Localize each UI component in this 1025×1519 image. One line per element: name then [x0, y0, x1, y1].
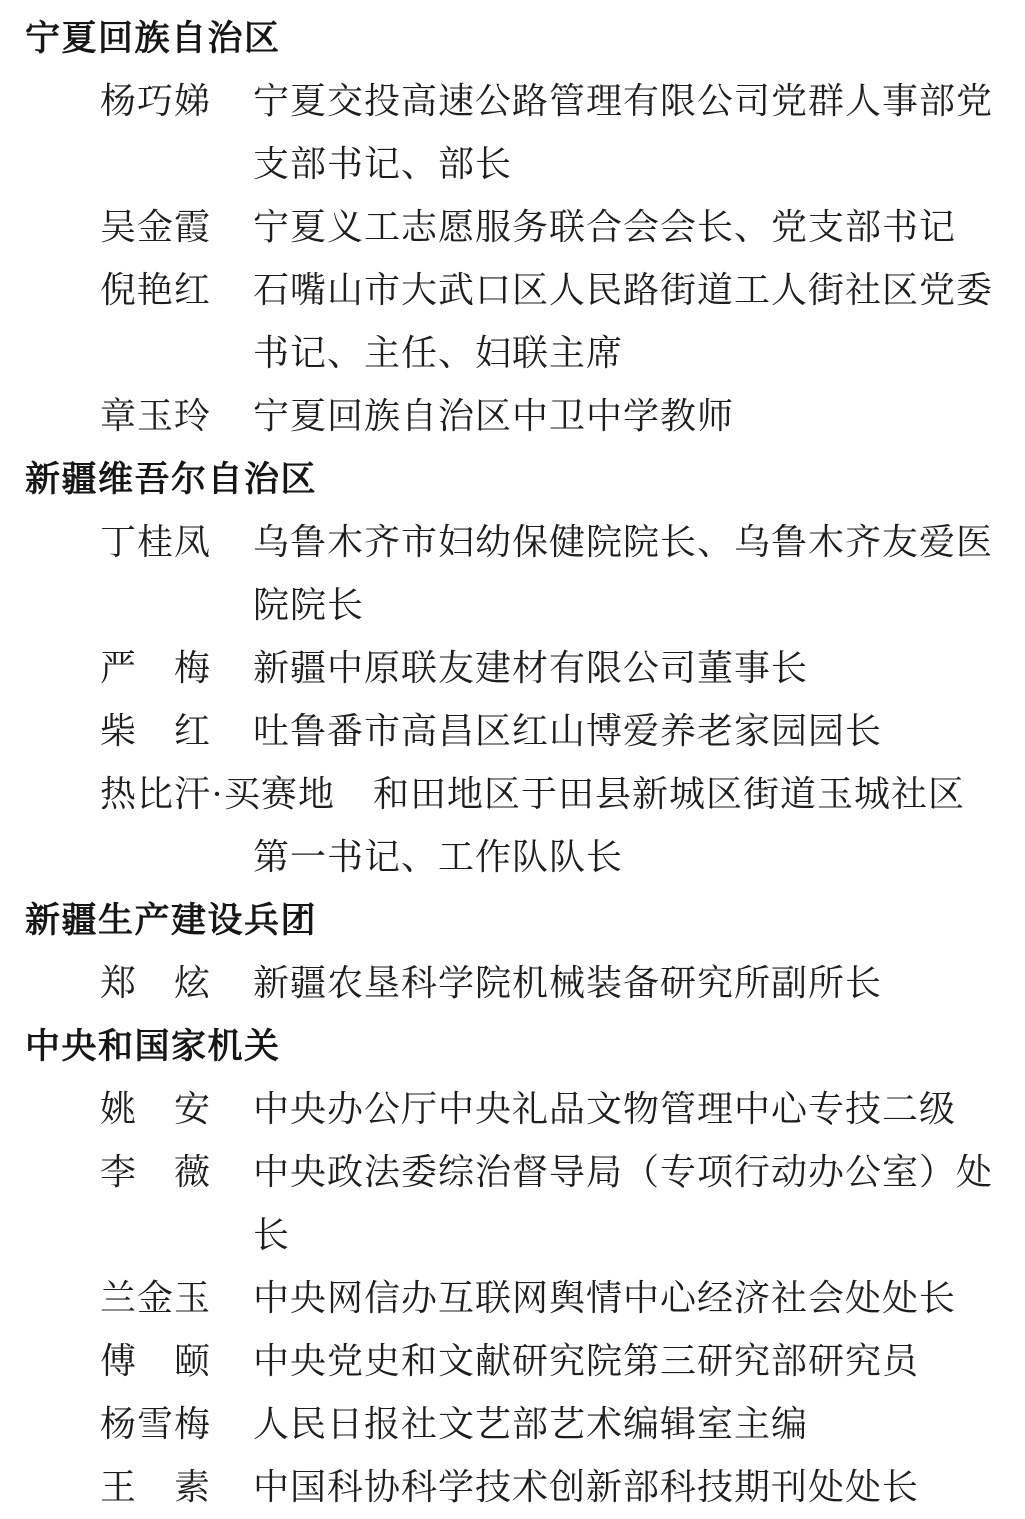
honoree-position: 中央政法委综治督导局（专项行动办公室）处长	[253, 1152, 994, 1255]
honoree-position: 宁夏义工志愿服务联合会会长、党支部书记	[253, 207, 957, 247]
honoree-position: 和田地区于田县新城区街道玉城社区第一书记、工作队队长	[253, 774, 966, 877]
region-section-ningxia	[25, 7, 1000, 448]
honoree-position: 新疆农垦科学院机械装备研究所副所长	[253, 963, 883, 1003]
honoree-name: 兰金玉	[100, 1278, 212, 1318]
honoree-entry	[25, 1393, 1000, 1456]
honoree-entry	[25, 385, 1000, 448]
honoree-position: 人民日报社文艺部艺术编辑室主编	[253, 1404, 809, 1444]
honoree-name: 丁桂凤	[100, 522, 212, 562]
honoree-entry	[25, 196, 1000, 259]
honoree-entry	[25, 763, 1000, 889]
honoree-name: 王 素	[100, 1467, 212, 1507]
honoree-entry	[25, 70, 1000, 196]
honoree-name: 杨雪梅	[100, 1404, 212, 1444]
region-section-xinjiang	[25, 448, 1000, 889]
honoree-entry	[25, 511, 1000, 637]
honoree-position: 宁夏交投高速公路管理有限公司党群人事部党支部书记、部长	[253, 81, 994, 184]
honoree-name: 倪艳红	[100, 270, 212, 310]
honoree-entry	[25, 637, 1000, 700]
section-header: 中央和国家机关	[25, 1027, 281, 1066]
honoree-position: 中央党史和文献研究院第三研究部研究员	[253, 1341, 920, 1381]
honoree-name: 热比汗·买赛地	[100, 774, 335, 814]
honoree-entry	[25, 952, 1000, 1015]
honoree-name: 严 梅	[100, 648, 212, 688]
honoree-position: 中央网信办互联网舆情中心经济社会处处长	[253, 1278, 957, 1318]
honoree-name: 姚 安	[100, 1089, 212, 1129]
honoree-entry	[25, 1456, 1000, 1519]
honoree-entry	[25, 1141, 1000, 1267]
honoree-entry	[25, 700, 1000, 763]
honoree-position: 中国科协科学技术创新部科技期刊处处长	[253, 1467, 920, 1507]
honoree-name: 章玉玲	[100, 396, 212, 436]
honoree-name: 郑 炫	[100, 963, 212, 1003]
honoree-position: 中央办公厅中央礼品文物管理中心专技二级	[253, 1089, 957, 1129]
region-section-central	[25, 1015, 1000, 1519]
section-header: 宁夏回族自治区	[25, 19, 281, 58]
honoree-position: 新疆中原联友建材有限公司董事长	[253, 648, 809, 688]
honoree-name: 李 薇	[100, 1152, 212, 1192]
section-header: 新疆维吾尔自治区	[25, 460, 318, 499]
honoree-name: 傅 颐	[100, 1341, 212, 1381]
honoree-position: 石嘴山市大武口区人民路街道工人街社区党委书记、主任、妇联主席	[253, 270, 994, 373]
honoree-entry	[25, 1267, 1000, 1330]
honoree-position: 吐鲁番市高昌区红山博爱养老家园园长	[253, 711, 883, 751]
honoree-position: 乌鲁木齐市妇幼保健院院长、乌鲁木齐友爱医院院长	[253, 522, 994, 625]
honoree-entry	[25, 1078, 1000, 1141]
honoree-name: 吴金霞	[100, 207, 212, 247]
honoree-entry	[25, 1330, 1000, 1393]
section-header: 新疆生产建设兵团	[25, 901, 318, 940]
honoree-position: 宁夏回族自治区中卫中学教师	[253, 396, 735, 436]
honoree-entry	[25, 259, 1000, 385]
honoree-name: 杨巧娣	[100, 81, 212, 121]
region-section-bingtuan	[25, 889, 1000, 1015]
honoree-name: 柴 红	[100, 711, 212, 751]
